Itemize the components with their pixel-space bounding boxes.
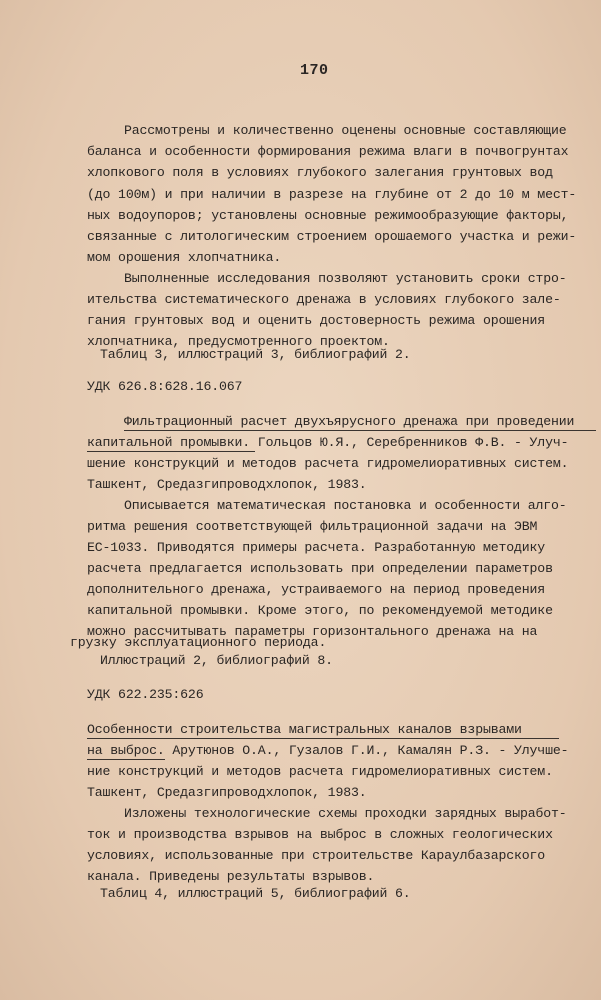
text-line: ных водоупоров; установлены основные режимообразующие факторы,: [87, 208, 569, 223]
text-line: Ташкент, Средазгипроводхлопок, 1983.: [87, 785, 367, 800]
page-number: 170: [300, 62, 329, 79]
text-line: можно рассчитывать параметры горизонтального дренажа на на: [87, 624, 538, 639]
text-line: связанные с литологическим строением орошаемого участка и режи-: [87, 229, 577, 244]
text-line: дополнительного дренажа, устраиваемого на период проведения: [87, 582, 546, 597]
text-line: Рассмотрены и количественно оценены основные составляющие: [124, 123, 567, 138]
text-line: гания грунтовых вод и оценить достоверность режима орошения: [87, 313, 546, 328]
entry-title-line: Фильтрационный расчет двухъярусного дренажа при проведении: [124, 414, 575, 429]
text-line: Изложены технологические схемы проходки зарядных выработ-: [124, 806, 567, 821]
udk-code: УДК 626.8:628.16.067: [87, 379, 243, 394]
text-line: хлопкового поля в условиях глубокого залегания грунтовых вод: [87, 165, 553, 180]
entry-title-line: Особенности строительства магистральных каналов взрывами: [87, 722, 522, 737]
entry-title-line: капитальной промывки. Гольцов Ю.Я., Серебренников Ф.В. - Улуч-: [87, 435, 569, 450]
summary-line: Иллюстраций 2, библиографий 8.: [100, 653, 333, 668]
text-line: хлопчатника, предусмотренного проектом.: [87, 334, 390, 349]
text-line: ительства систематического дренажа в условиях глубокого зале-: [87, 292, 561, 307]
text-line: условиях, использованные при строительстве Караулбазарского: [87, 848, 546, 863]
text-line: Ташкент, Средазгипроводхлопок, 1983.: [87, 477, 367, 492]
text-line: (до 100м) и при наличии в разрезе на глубине от 2 до 10 м мест-: [87, 187, 577, 202]
text-line: ток и производства взрывов на выброс в сложных геологических: [87, 827, 553, 842]
entry-title-line: на выброс. Арутюнов О.А., Гузалов Г.И., Камалян Р.З. - Улучше-: [87, 743, 569, 758]
text-line: шение конструкций и методов расчета гидромелиоративных систем.: [87, 456, 569, 471]
text-line: мом орошения хлопчатника.: [87, 250, 282, 265]
title-underline: [124, 430, 596, 431]
title-underline: [87, 738, 559, 739]
summary-line: Таблиц 3, иллюстраций 3, библиографий 2.: [100, 347, 411, 362]
text-line: ние конструкций и методов расчета гидромелиоративных систем.: [87, 764, 553, 779]
summary-line: Таблиц 4, иллюстраций 5, библиографий 6.: [100, 886, 411, 901]
text-line: Выполненные исследования позволяют установить сроки стро-: [124, 271, 567, 286]
text-line: расчета предлагается использовать при определении параметров: [87, 561, 553, 576]
text-line: грузку эксплуатационного периода.: [70, 635, 327, 650]
udk-code: УДК 622.235:626: [87, 687, 204, 702]
text-line: канала. Приведены результаты взрывов.: [87, 869, 375, 884]
text-line: баланса и особенности формирования режима влаги в почвогрунтах: [87, 144, 569, 159]
text-line: капитальной промывки. Кроме этого, по рекомендуемой методике: [87, 603, 553, 618]
text-line: ЕС-1033. Приводятся примеры расчета. Разработанную методику: [87, 540, 546, 555]
title-underline: [87, 759, 165, 760]
text-line: ритма решения соответствующей фильтрационной задачи на ЭВМ: [87, 519, 538, 534]
title-underline: [87, 451, 255, 452]
text-line: Описывается математическая постановка и особенности алго-: [124, 498, 567, 513]
